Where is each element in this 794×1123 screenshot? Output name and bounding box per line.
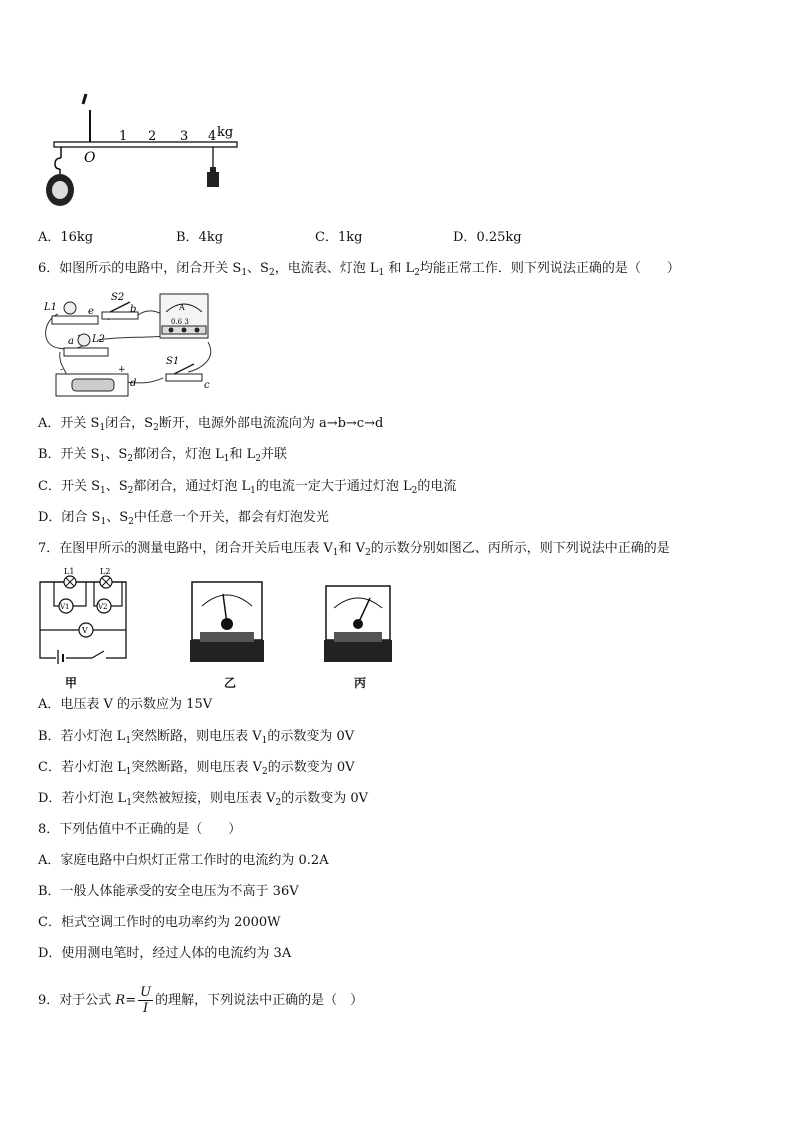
- q7-stem: 7．在图甲所示的测量电路中，闭合开关后电压表 $V_1$和 $V_2$的示数分别如图乙、丙所示，则下列说法中正确的是: [38, 541, 670, 558]
- meter-case: [192, 582, 262, 640]
- caption-jia: 甲: [65, 676, 78, 690]
- q6-stem: 6．如图所示的电路中，闭合开关 $S_1$、$S_2$，电流表、灯泡 $L_1$ 和 $L_2$均能正常工作．则下列说法正确的是（ ）: [38, 261, 680, 278]
- battery-cell: [72, 379, 114, 391]
- q5-option-d: D．0.25kg: [453, 230, 522, 245]
- q8-option-c: C．柜式空调工作时的电功率约为 2000W: [38, 915, 281, 930]
- label-v1: V1: [60, 603, 70, 611]
- q8-option-b: B．一般人体能承受的安全电压为不高于 36V: [38, 884, 299, 899]
- q6-option-c: C．开关 $S_1$、$S_2$都闭合，通过灯泡 $L_1$的电流一定大于通过灯泡 $L_2$的电流: [38, 479, 457, 496]
- left-hook: [55, 158, 61, 169]
- q5-option-a: A．16kg: [38, 230, 94, 245]
- lamp-base-l2: [64, 348, 108, 356]
- q9-stem: 9．对于公式 R= $\frac{U}{I}$ 的理解，下列说法中正确的是（ ）: [38, 985, 364, 1016]
- q7-option-c: C．若小灯泡 $L_1$突然断路，则电压表 $V_2$的示数变为 0V: [38, 760, 355, 777]
- scale-tick-2: 2: [148, 129, 157, 144]
- ammeter-scale: 0.6 3: [171, 318, 189, 326]
- label-a: a: [68, 336, 74, 347]
- outer-loop: [40, 582, 126, 658]
- q8-option-d: D．使用测电笔时，经过人体的电流约为 3A: [38, 946, 292, 961]
- terminal: [195, 328, 200, 333]
- q7-option-d: D．若小灯泡 $L_1$突然被短接，则电压表 $V_2$的示数变为 0V: [38, 791, 368, 808]
- q7-meter-bing: [324, 584, 394, 666]
- label-b: b: [130, 304, 137, 315]
- caption-yi: 乙: [224, 676, 237, 690]
- meter-pivot: [353, 619, 363, 629]
- label-e: e: [88, 306, 94, 317]
- lamp-bulb-l2: [78, 334, 90, 346]
- q6-option-d: D．闭合 $S_1$、$S_2$中任意一个开关，都会有灯泡发光: [38, 510, 329, 527]
- q7-option-b: B．若小灯泡 $L_1$突然断路，则电压表 $V_1$的示数变为 0V: [38, 729, 355, 746]
- formula-fraction: $\frac{U}{I}$: [140, 985, 152, 1016]
- lamp-bulb-l1: [64, 302, 76, 314]
- meter-case: [326, 586, 390, 640]
- hanging-wire: [83, 94, 86, 104]
- switch-base-s1: [166, 374, 202, 381]
- label-l2: L2: [100, 567, 111, 576]
- ammeter-symbol: A: [179, 303, 185, 312]
- label-d: d: [130, 378, 137, 389]
- label-l1: L1: [44, 302, 58, 313]
- q6-circuit-figure: [38, 290, 226, 402]
- q5-option-c: C．1kg: [315, 230, 363, 245]
- scale-tick-4: 4: [208, 129, 217, 144]
- lamp-base-l1: [52, 316, 98, 324]
- label-c: c: [204, 380, 210, 391]
- weight-top: [210, 167, 216, 172]
- hanging-weight: [207, 172, 219, 187]
- object-highlight: [52, 181, 68, 199]
- q6-option-a: A．开关 $S_1$闭合，$S_2$断开，电源外部电流流向为 a→b→c→d: [38, 416, 384, 433]
- lever-figure: [40, 92, 250, 210]
- meter-base: [324, 640, 392, 662]
- q7-meter-yi: [190, 580, 266, 666]
- label-s1: S1: [166, 356, 180, 367]
- q7-circuit-jia: [36, 566, 132, 664]
- q7-option-a: A．电压表 V 的示数应为 15V: [38, 697, 213, 712]
- meter-pivot: [221, 618, 233, 630]
- pivot-label: O: [84, 150, 96, 166]
- caption-bing: 丙: [354, 676, 367, 690]
- label-v2: V2: [98, 603, 108, 611]
- meter-base: [190, 640, 264, 662]
- scale-tick-1: 1: [119, 129, 128, 144]
- label-v: V: [82, 626, 88, 635]
- label-l2: L2: [92, 334, 106, 345]
- switch-gap: [92, 654, 106, 662]
- meter-terminal-strip: [334, 632, 382, 642]
- q8-option-a: A．家庭电路中白炽灯正常工作时的电流约为 0.2A: [38, 853, 329, 868]
- label-l1: L1: [64, 567, 75, 576]
- switch-lever-s2: [110, 302, 130, 312]
- battery-plus: +: [118, 365, 126, 375]
- scale-unit: kg: [217, 125, 234, 140]
- q6-option-b: B．开关 $S_1$、$S_2$都闭合，灯泡 $L_1$和 $L_2$并联: [38, 447, 287, 464]
- wire: [188, 342, 211, 372]
- scale-tick-3: 3: [180, 129, 189, 144]
- terminal: [169, 328, 174, 333]
- label-s2: S2: [111, 292, 125, 303]
- q5-option-b: B．4kg: [176, 230, 224, 245]
- battery-minus: -: [60, 365, 64, 375]
- terminal: [182, 328, 187, 333]
- q8-stem: 8．下列估值中不正确的是（ ）: [38, 822, 242, 837]
- meter-terminal-strip: [200, 632, 254, 642]
